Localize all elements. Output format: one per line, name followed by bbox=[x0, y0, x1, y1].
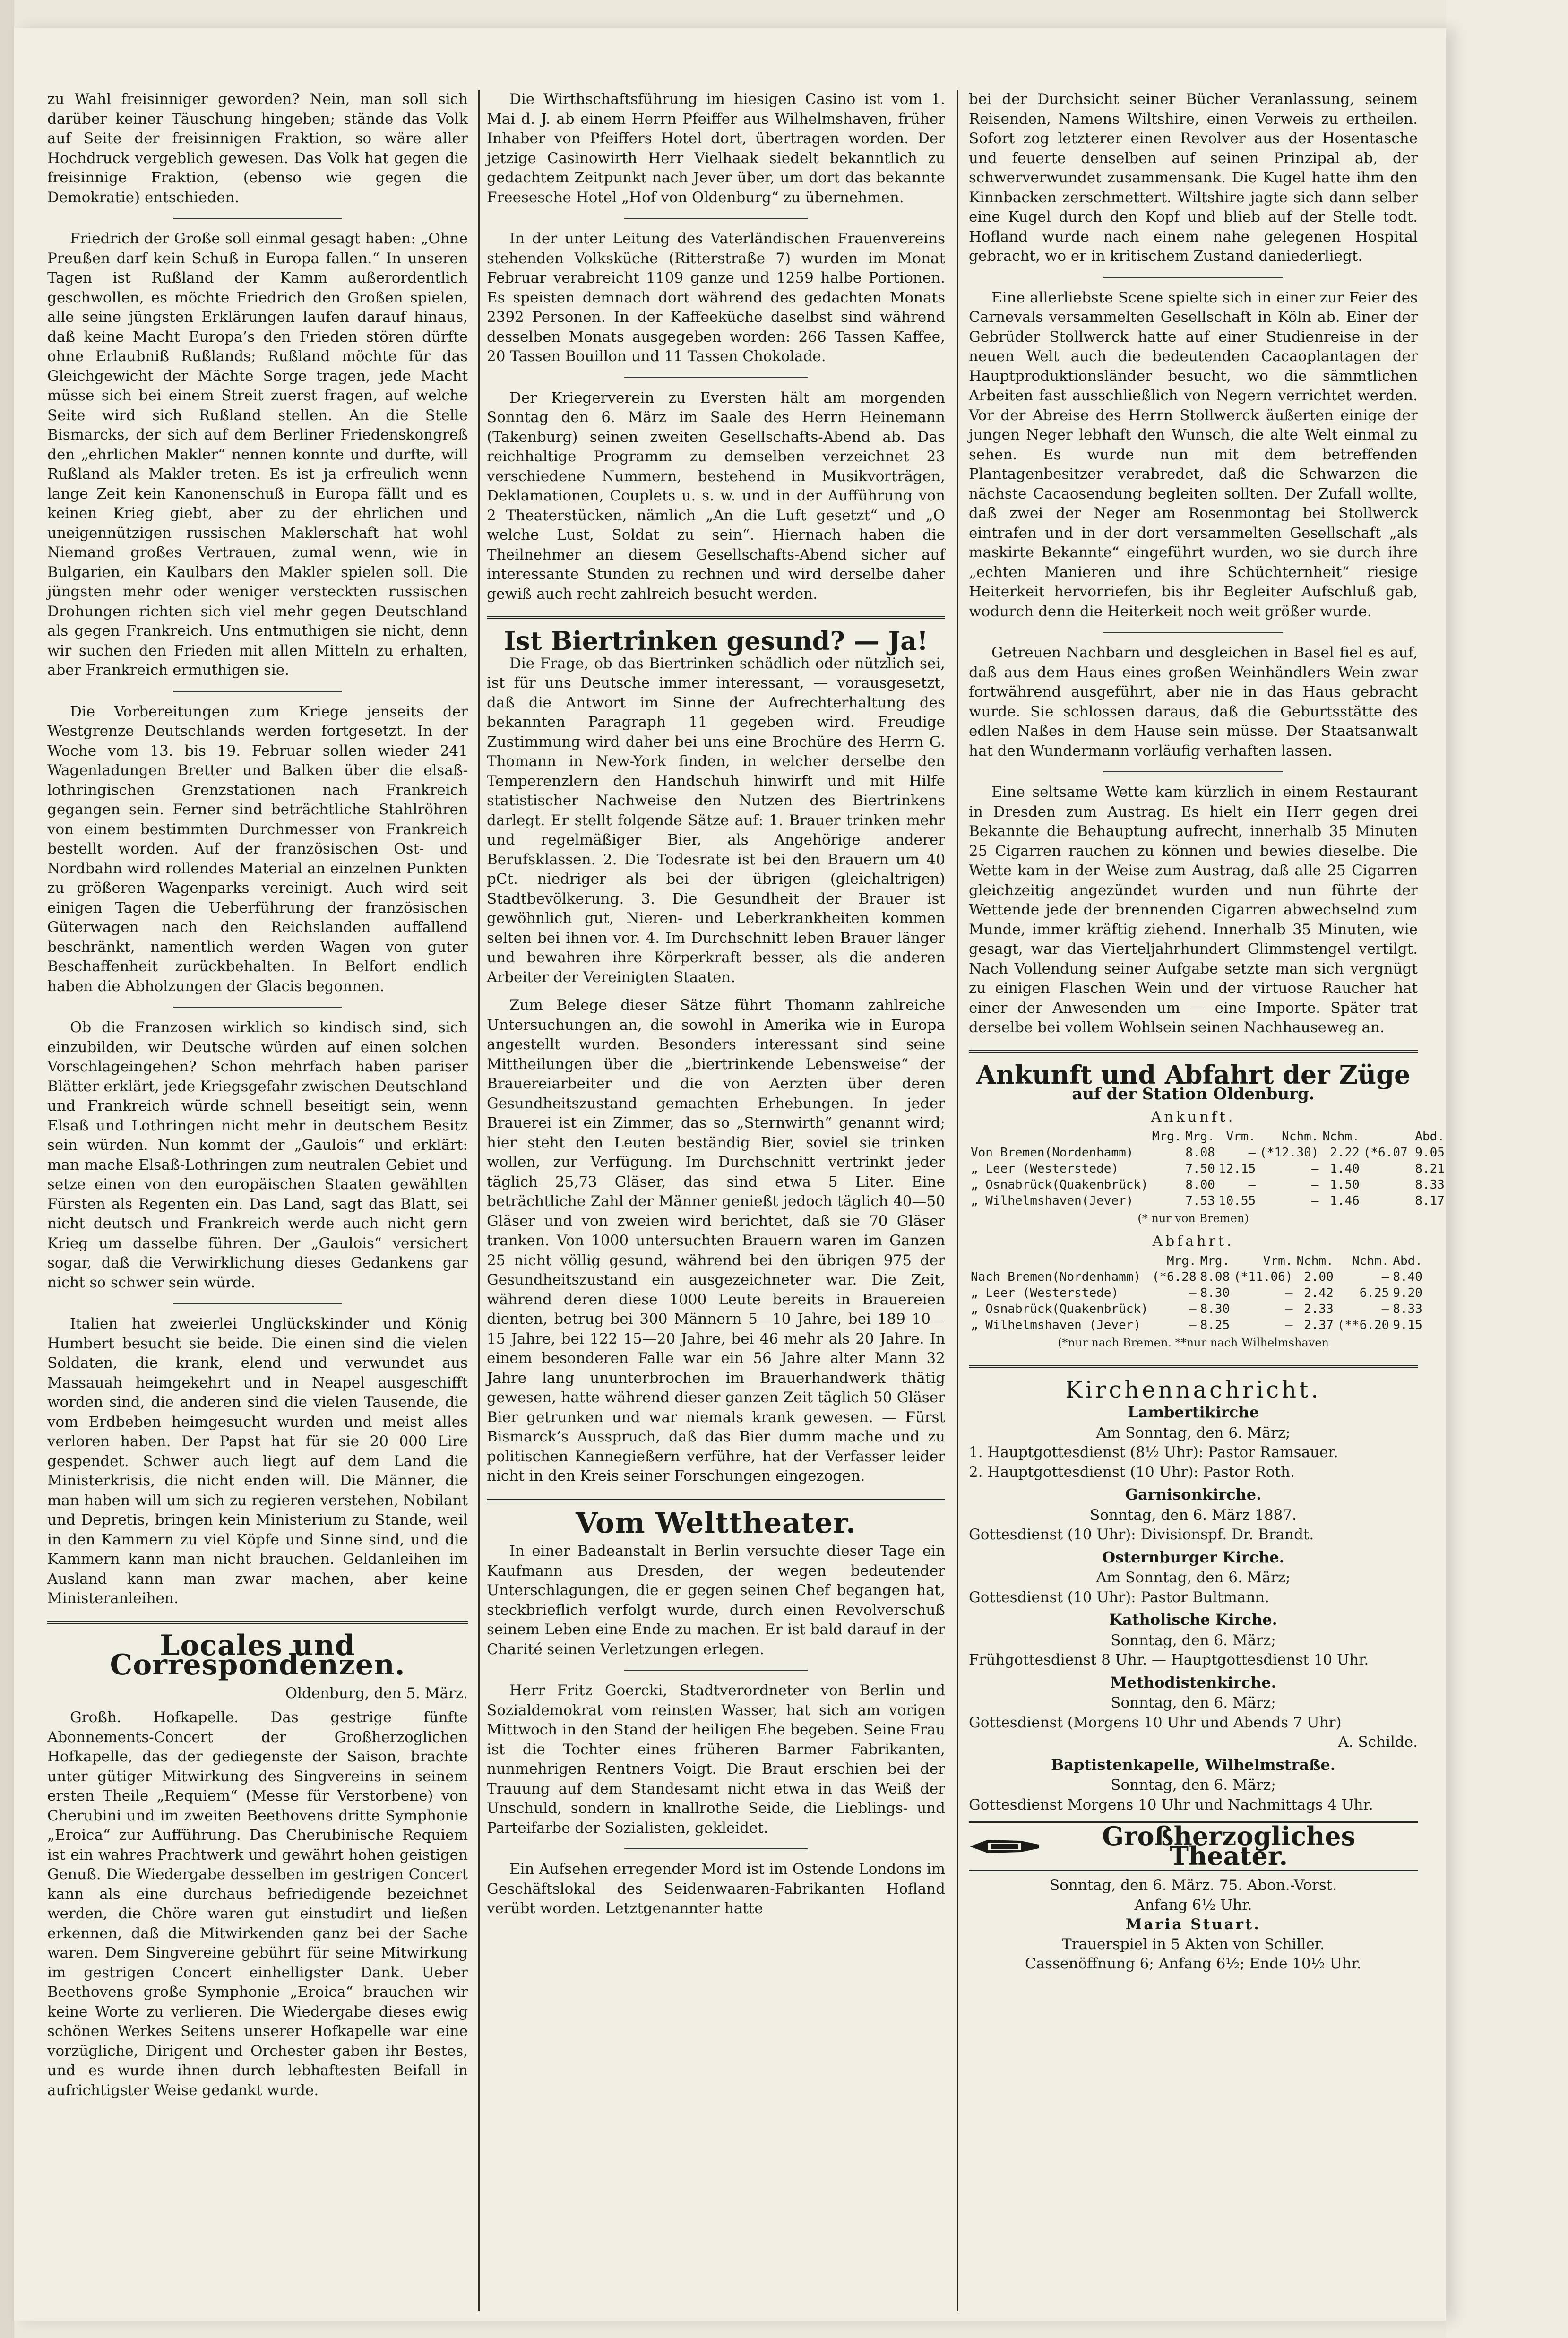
separator bbox=[624, 1670, 808, 1671]
column-3 bbox=[969, 90, 1445, 1974]
section-rule bbox=[969, 1365, 1418, 1368]
article-paragraph: In der unter Leitung des Vaterländischen Frauenvereins stehenden Volksküche (Ritterstraße 7) wurden im Monat Februar verabreicht 1109 ganze und 1259 halbe Portionen. Es speisten demnach dort während des gedachten Monats 2392 Personen. In der Kaffeeküche daselbst sind während desselben Monats ausgegeben worden: 266 Tassen Kaffee, 20 Tassen Bouillon und 11 Tassen Chokolade. bbox=[487, 230, 945, 365]
service-date: Sonntag, den 6. März; bbox=[1111, 1631, 1276, 1649]
station-name: „ Leer (Westerstede) bbox=[971, 1162, 1119, 1176]
column-rule bbox=[478, 90, 480, 2311]
dateline: Oldenburg, den 5. März. bbox=[285, 1684, 468, 1702]
train-time bbox=[1150, 1145, 1184, 1161]
service-line: Frühgottesdienst 8 Uhr. — Hauptgottesdienst 10 Uhr. bbox=[969, 1651, 1369, 1668]
train-time: 1.50 bbox=[1330, 1178, 1360, 1192]
newspaper-page bbox=[14, 28, 1446, 2321]
article-paragraph: Eine allerliebste Scene spielte sich in einer zur Feier des Carnevals versammelten Gesellschaft in Köln ab. Einer der Gebrüder Stollwerck hatte auf einer Studienreise in der neuen Welt auch die bedeutenden Cacaoplantagen der Hauptproduktionsländer besucht, wo die sämmtlichen Arbeiten fast ausschließlich von Negern verrichtet werden. Vor der Abreise des Herrn Stollwerck äußerten einige der jungen Neger lebhaft den Wunsch, die alte Welt einmal zu sehen. Es wurde nun mit dem betreffenden Plantagenbesitzer verabredet, daß die Schwarzen die nächste Cacaosendung begleiten sollten. Der Zufall wollte, daß zwei der Neger am Rosenmontag bei Stollwerck eintrafen und in der dort versammelten Gesellschaft „als maskirte Bekannte“ eingeführt wurden, wo sie durch ihre „echten Manieren und ihre Schüchternheit“ riesige Heiterkeit hervorriefen, bis ihr Begleiter Aufschluß gab, wodurch denn die Heiterkeit noch weit größer wurde. bbox=[969, 289, 1418, 620]
theatre-start: Anfang 6½ Uhr. bbox=[1134, 1896, 1252, 1914]
church-name: Methodistenkirche. bbox=[1110, 1673, 1276, 1691]
train-time: (*12.30) bbox=[1259, 1146, 1319, 1160]
arrivals-label: Ankunft. bbox=[1151, 1108, 1236, 1125]
separator bbox=[173, 691, 342, 692]
train-time: — bbox=[1381, 1302, 1389, 1316]
train-time bbox=[1150, 1161, 1184, 1177]
train-time: 8.30 bbox=[1200, 1286, 1230, 1300]
train-time: 8.08 bbox=[1185, 1146, 1215, 1160]
train-time: — bbox=[1248, 1146, 1256, 1160]
timetable-header-cell: Mrg. bbox=[1185, 1130, 1215, 1144]
timetable-header-cell bbox=[969, 1129, 1150, 1145]
timetable-header-cell: Abd. bbox=[1415, 1130, 1445, 1144]
article-headline: Ist Biertrinken gesund? — Ja! bbox=[504, 626, 928, 656]
column-2 bbox=[487, 90, 945, 1927]
train-time: 2.33 bbox=[1304, 1302, 1334, 1316]
timetable-header-row bbox=[969, 1253, 1424, 1269]
timetable-header-row bbox=[969, 1129, 1447, 1145]
theatre-date: Sonntag, den 6. März. 75. Abon.-Vorst. bbox=[1049, 1877, 1337, 1894]
timetable-header-cell: Vrm. bbox=[1226, 1130, 1256, 1144]
section-heading: Vom Welttheater. bbox=[576, 1506, 856, 1540]
article-paragraph: Die Frage, ob das Biertrinken schädlich oder nützlich sei, ist für uns Deutsche immer interessant, — vorausgesetzt, daß die Antwort im Sinne der Aufrechterhaltung des bekannten Paragraph 11 gegeben wird. Freudige Zustimmung wird daher bei uns eine Brochüre des Herrn G. Thomann in New-York finden, in welcher derselbe den Temperenzlern den Handschuh hinwirft und mit Hilfe statistischer Nachweise den Nutzen des Biertrinkens darlegt. Er stellt folgende Sätze auf: 1. Brauer trinken mehr und regelmäßiger Bier, als Angehörige anderer Berufsklassen. 2. Die Todesrate ist bei den Brauern um 40 pCt. niedriger als bei der übrigen (gleichaltrigen) Stadtbevölkerung. 3. Die Gesundheit der Brauer ist gewöhnlich gut, Nieren- und Leberkrankheiten kommen selten bei ihnen vor. 4. Im Durchschnitt leben Brauer länger und bewahren ihre Körperkraft besser, als die anderen Arbeiter der Vereinigten Staaten. bbox=[487, 655, 945, 986]
article-paragraph: In einer Badeanstalt in Berlin versuchte dieser Tage ein Kaufmann aus Dresden, der wegen bedeutender Unterschlagungen, die er gegen seinen Chef begangen hat, steckbrieflich verfolgt wurde, durch einen Revolverschuß seinem Leben eine Ende zu machen. Er ist bald darauf in der Charité seinen Verletzungen erlegen. bbox=[487, 1543, 945, 1658]
station-name: „ Osnabrück(Quakenbrück) bbox=[971, 1302, 1148, 1316]
article-paragraph: Herr Fritz Goercki, Stadtverordneter von Berlin und Sozialdemokrat vom reinsten Wasser, hat sich am vorigen Mittwoch in den Stand der heiligen Ehe begeben. Seine Frau ist die Tochter eines früheren Barmer Fabrikanten, nunmehrigen Rentners Voigt. Die Braut erschien bei der Trauung auf dem Standesamt nicht etwa in das Weiß der Unschuld, sondern in knallrothe Seide, die Lieblings- und Parteifarbe der Sozialisten, gekleidet. bbox=[487, 1682, 945, 1837]
train-time: (**6.20 bbox=[1337, 1318, 1389, 1332]
separator bbox=[1103, 277, 1283, 278]
timetable-header-cell: Nchm. bbox=[1296, 1254, 1334, 1268]
arrivals-table bbox=[969, 1129, 1447, 1209]
separator bbox=[624, 218, 808, 219]
timetable-subtitle: auf der Station Oldenburg. bbox=[1072, 1085, 1315, 1104]
service-date: Sonntag, den 6. März; bbox=[1111, 1777, 1276, 1794]
theatre-header bbox=[969, 1821, 1418, 1871]
train-time: 1.46 bbox=[1330, 1194, 1360, 1208]
article-paragraph: Eine seltsame Wette kam kürzlich in einem Restaurant in Dresden zum Austrag. Es hielt ein Herr gegen drei Bekannte die Behauptung aufrecht, innerhalb 35 Minuten 25 Cigarren rauchen zu können und bewies dieselbe. Die Wette kam in der Weise zum Austrag, daß alle 25 Cigarren gleichzeitig angezündet wurden und nun führte der Wettende jede der brennenden Cigarren abwechselnd zum Munde, immer kräftig ziehend. Innerhalb 35 Minuten, wie gesagt, war das Vierteljahrhundert Glimmstengel vertilgt. Nach Vollendung seiner Aufgabe setzte man sich vergnügt zu einigen Flaschen Wein und der virtuose Raucher hat einer der Anwesenden um — eine Importe. Später trat derselbe bei vollem Wohlsein seinen Nachhauseweg an. bbox=[969, 784, 1418, 1036]
timetable-row bbox=[969, 1145, 1447, 1161]
timetable-row bbox=[969, 1301, 1424, 1317]
timetable-row bbox=[969, 1285, 1424, 1301]
train-time: 8.30 bbox=[1200, 1302, 1230, 1316]
separator bbox=[624, 377, 808, 378]
section-rule bbox=[47, 1621, 468, 1624]
article-paragraph: Zum Belege dieser Sätze führt Thomann zahlreiche Untersuchungen an, die sowohl in Amerika wie in Europa angestellt wurden. Besonders interessant sind seine Mittheilungen über die „biertrinkende Lebensweise“ der Brauereiarbeiter und die von Aerzten über deren Gesundheitszustand gemachten Erhebungen. In jeder Brauerei ist ein Zimmer, das so „Sternwirth“ genannt wird; hier steht den Leuten beständig Bier, soviel sie trinken wollen, zur Verfügung. Im Durchschnitt vertrinkt jeder täglich 25,73 Gläser, das sind etwa 5 Liter. Eine beträchtliche Zahl der Männer genießt jedoch täglich 40—50 Gläser und von zweien wird berichtet, daß sie 70 Gläser tranken. Von 1000 untersuchten Brauern waren im Ganzen 25 nicht völlig gesund, während bei den übrigen 975 der Gesundheitszustand ein ausgezeichneter war. Die Zeit, während deren diese 1000 Leute bereits in Brauereien dienten, betrug bei 300 Männern 5—10 Jahre, bei 189 10—15 Jahre, bei 122 15—20 Jahre, bei 46 mehr als 20 Jahre. In einem besonderen Falle war ein 56 Jahre alter Mann 32 Jahre lang ununterbrochen im Brauerhandwerk thätig gewesen, hatte während dieser ganzen Zeit täglich 50 Gläser Bier getrunken und war niemals krank gewesen. — Fürst Bismarck’s Ausspruch, daß das Bier dumm mache und zu politischen Kannegießern verführe, hat der Verfasser leider nicht in den Kreis seiner Forschungen eingezogen. bbox=[487, 997, 945, 1484]
service-line: Gottesdienst Morgens 10 Uhr und Nachmittags 4 Uhr. bbox=[969, 1796, 1373, 1813]
service-date: Am Sonntag, den 6. März; bbox=[1096, 1569, 1291, 1586]
train-time bbox=[1150, 1177, 1184, 1193]
train-time: — bbox=[1189, 1302, 1197, 1316]
train-time: 6.25 bbox=[1359, 1286, 1389, 1300]
theatre-play: Maria Stuart. bbox=[1125, 1916, 1261, 1933]
train-time: 7.50 bbox=[1185, 1162, 1215, 1176]
train-time: 8.00 bbox=[1185, 1178, 1215, 1192]
arrivals-note: (* nur von Bremen) bbox=[1137, 1212, 1249, 1225]
section-rule bbox=[969, 1050, 1418, 1053]
departures-note: (*nur nach Bremen. **nur nach Wilhelmshaven bbox=[1058, 1336, 1329, 1349]
service-line: 1. Hauptgottesdienst (8½ Uhr): Pastor Ramsauer. bbox=[969, 1444, 1338, 1461]
theatre-times: Cassenöffnung 6; Anfang 6½; Ende 10½ Uhr. bbox=[1025, 1955, 1362, 1972]
station-name: Von Bremen(Nordenhamm) bbox=[971, 1146, 1134, 1160]
train-time: — bbox=[1248, 1178, 1256, 1192]
train-time: 8.08 bbox=[1200, 1270, 1230, 1284]
train-time: (*6.07 9.05 bbox=[1363, 1146, 1445, 1160]
church-name: Lambertikirche bbox=[1128, 1403, 1259, 1421]
church-notices bbox=[969, 1403, 1418, 1815]
station-name: „ Leer (Westerstede) bbox=[971, 1286, 1119, 1300]
departures-table bbox=[969, 1253, 1424, 1333]
train-time: — bbox=[1285, 1286, 1293, 1300]
train-time: 8.21 bbox=[1415, 1162, 1445, 1176]
timetable-title: Ankunft und Abfahrt der Züge bbox=[976, 1059, 1411, 1090]
train-time: 8.25 bbox=[1200, 1318, 1230, 1332]
train-time: 2.37 bbox=[1304, 1318, 1334, 1332]
service-line: Gottesdienst (10 Uhr): Divisionspf. Dr. Brandt. bbox=[969, 1526, 1314, 1543]
pointing-hand-icon bbox=[969, 1836, 1040, 1857]
train-time: — bbox=[1189, 1286, 1197, 1300]
train-time: 7.53 bbox=[1185, 1194, 1215, 1208]
church-name: Garnisonkirche. bbox=[1125, 1485, 1262, 1503]
article-paragraph: Italien hat zweierlei Unglückskinder und König Humbert besucht sie beide. Die einen sind die vielen Soldaten, die krank, elend und verwundet aus Massauah heimgekehrt und in Neapel ausgeschifft worden sind, die anderen sind die vielen Tausende, die vom Erdbeben heimgesucht wurden und meist alles verloren haben. Der Papst hat für sie 20 000 Lire gespendet. Schwer auch liegt auf dem Land die Ministerkrisis, die nicht enden will. Die Männer, die man haben will um sich zu regieren verstehen, Nobilant und Depretis, bringen kein Ministerium zu Stande, weil in den Kammern zu viel Köpfe und Sinne sind, und die Kammern kann man nicht brauchen. Geldanleihen im Ausland kann man zwar machen, aber keine Ministeranleihen. bbox=[47, 1315, 468, 1607]
page-margin bbox=[1446, 0, 1568, 2338]
article-paragraph: Ob die Franzosen wirklich so kindisch sind, sich einzubilden, wir Deutsche würden auf einen solchen Vorschlageingehen? Schon mehrfach haben pariser Blätter erklärt, jede Kriegsgefahr zwischen Deutschland und Frankreich würde schnell beseitigt sein, wenn Elsaß und Lothringen nicht mehr in deutschem Besitz sein würden. Nun kommt der „Gaulois“ und erklärt: man mache Elsaß-Lothringen zum neutralen Gebiet und setze einen von den europäischen Staaten gewählten Fürsten als Regenten ein. Das Land, sagt das Blatt, sei nicht deutsch und Frankreich werde auch nicht gern Krieg um dasselbe führen. Der „Gaulois“ versichert sogar, daß die Verwirklichung dieses Gedankens gar nicht so schwer sein würde. bbox=[47, 1019, 468, 1291]
church-name: Osternburger Kirche. bbox=[1102, 1548, 1284, 1566]
column-rule bbox=[957, 90, 958, 2311]
train-time: (*11.06) bbox=[1233, 1270, 1293, 1284]
station-name: „ Wilhelmshaven(Jever) bbox=[971, 1194, 1134, 1208]
train-time: — bbox=[1381, 1270, 1389, 1284]
train-time: — bbox=[1285, 1302, 1293, 1316]
timetable-row bbox=[969, 1177, 1447, 1193]
timetable-header-cell: Mrg. bbox=[1152, 1130, 1182, 1144]
train-time: 2.22 bbox=[1330, 1146, 1360, 1160]
article-paragraph: Der Kriegerverein zu Eversten hält am morgenden Sonntag den 6. März im Saale des Herrn Heinemann (Takenburg) seinen zweiten Gesellschafts-Abend ab. Das reichhaltige Programm zu demselben verzeichnet 23 verschiedene Nummern, bestehend in Musikvorträgen, Deklamationen, Couplets u. s. w. und in der Aufführung von 2 Theaterstücken, nämlich „An die Luft gesetzt“ und „O welche Lust, Soldat zu sein“. Hiernach haben die Theilnehmer an diesem Gesellschafts-Abend sicher auf interessante Stunden zu rechnen und wird derselbe daher gewiß auch recht zahlreich besucht werden. bbox=[487, 389, 945, 603]
separator bbox=[173, 218, 342, 219]
train-time: 2.42 bbox=[1304, 1286, 1334, 1300]
separator bbox=[173, 1303, 342, 1304]
church-notices-title: Kirchennachricht. bbox=[1065, 1376, 1321, 1403]
service-date: Sonntag, den 6. März 1887. bbox=[1090, 1506, 1297, 1524]
timetable-header-cell: Nchm. bbox=[1322, 1130, 1360, 1144]
section-rule bbox=[487, 616, 945, 619]
train-time: — bbox=[1311, 1162, 1319, 1176]
service-line: Gottesdienst (Morgens 10 Uhr und Abends 7 Uhr) bbox=[969, 1714, 1342, 1731]
train-time: 12.15 bbox=[1218, 1162, 1256, 1176]
train-time: — bbox=[1285, 1318, 1293, 1332]
train-time: 8.33 bbox=[1393, 1302, 1422, 1316]
separator bbox=[1103, 771, 1283, 772]
article-paragraph: Friedrich der Große soll einmal gesagt haben: „Ohne Preußen darf kein Schuß in Europa fallen.“ In unseren Tagen ist Rußland der Kamm außerordentlich geschwollen, es möchte Friedrich den Großen spielen, alle seine jüngsten Erklärungen laufen darauf hinaus, daß keine Macht Europa’s den Frieden stören dürfte ohne Erlaubniß Rußlands; Rußland möchte für das Gleichgewicht der Mächte Sorge tragen, jede Macht müsse sich bei einem Streit zuerst fragen, auf welche Seite wird sich Rußland stellen. An die Stelle Bismarcks, der sich auf dem Berliner Friedenskongreß den „ehrlichen Makler“ nennen konnte und durfte, will Rußland als Makler treten. Es ist ja erfreulich wenn lange Zeit kein Kanonenschuß in Europa fällt und es keinen Krieg giebt, aber zu der ehrlichen und uneigennützigen russischen Maklerschaft hat wohl Niemand großes Vertrauen, zumal wenn, wie in Bulgarien, ein Kaulbars den Makler spielen soll. Die jüngsten mehr oder weniger versteckten russischen Drohungen richten sich viel mehr gegen Deutschland als gegen Frankreich. Uns entmuthigen sie nicht, denn wir suchen den Frieden mit allen Mitteln zu erhalten, aber Frankreich ermuthigen sie. bbox=[47, 230, 468, 679]
section-heading: Locales und Correspondenzen. bbox=[110, 1629, 405, 1682]
section-rule bbox=[487, 1499, 945, 1501]
timetable-header-cell: Vrm. bbox=[1263, 1254, 1293, 1268]
train-time: (*6.28 bbox=[1152, 1270, 1197, 1284]
timetable-header-cell: Mrg. bbox=[1166, 1254, 1197, 1268]
train-time: — bbox=[1189, 1318, 1197, 1332]
theatre-title: Großherzogliches Theater. bbox=[1102, 1821, 1356, 1871]
article-paragraph: Großh. Hofkapelle. Das gestrige fünfte Abonnements-Concert der Großherzoglichen Hofkapelle, das der gediegenste der Saison, brachte unter gütiger Mitwirkung des Singvereins in seinem ersten Theile „Requiem“ (Messe für Verstorbene) von Cherubini und im zweiten Beethovens dritte Symphonie „Eroica“ zur Aufführung. Das Cherubinische Requiem ist ein wahres Prachtwerk und gewährt hohen geistigen Genuß. Die Wiedergabe desselben im gestrigen Concert kann als eine durchaus befriedigende bezeichnet werden, die Chöre waren gut einstudirt und ließen erkennen, daß die Mitwirkenden ganz bei der Sache waren. Dem Singvereine gebührt für seine Mitwirkung im gestrigen Concert einhelligster Dank. Ueber Beethovens große Symphonie „Eroica“ brauchen wir keine Worte zu verlieren. Die Wiedergabe dieses ewig schönen Werkes Seitens unserer Hofkapelle war eine vorzügliche, Dirigent und Orchester gaben ihr Bestes, und es wurde ihnen durch lebhaftesten Beifall in aufrichtigster Weise gedankt wurde. bbox=[47, 1709, 468, 2099]
article-paragraph: Ein Aufsehen erregender Mord ist im Ostende Londons im Geschäftslokal des Seidenwaaren-Fabrikanten Hofland verübt worden. Letztgenannter hatte bbox=[487, 1861, 945, 1917]
service-date: Am Sonntag, den 6. März; bbox=[1096, 1424, 1291, 1441]
train-time: 8.40 bbox=[1393, 1270, 1422, 1284]
station-name: „ Wilhelmshaven (Jever) bbox=[971, 1318, 1141, 1332]
service-date: Sonntag, den 6. März; bbox=[1111, 1694, 1276, 1711]
theatre-genre: Trauerspiel in 5 Akten von Schiller. bbox=[1062, 1935, 1325, 1953]
church-name: Katholische Kirche. bbox=[1109, 1611, 1277, 1629]
preacher-name: A. Schilde. bbox=[1338, 1734, 1418, 1751]
article-paragraph: bei der Durchsicht seiner Bücher Veranlassung, seinem Reisenden, Namens Wiltshire, einen Verweis zu ertheilen. Sofort zog letzterer einen Revolver aus der Hosentasche und feuerte denselben auf seinen Prinzipal ab, der schwerverwundet zusammensank. Die Kugel hatte ihm den Kinnbacken zerschmettert. Wiltshire jagte sich dann selber eine Kugel durch den Kopf und blieb auf der Stelle todt. Hofland wurde nach einem nahe gelegenen Hospital gebracht, wo er in kritischem Zustand daniederliegt. bbox=[969, 91, 1418, 265]
timetable-row bbox=[969, 1317, 1424, 1333]
train-time: 9.20 bbox=[1393, 1286, 1422, 1300]
service-line: Gottesdienst (10 Uhr): Pastor Bultmann. bbox=[969, 1588, 1270, 1606]
station-name: Nach Bremen(Nordenhamm) bbox=[971, 1270, 1141, 1284]
separator bbox=[173, 1007, 342, 1008]
timetable-row bbox=[969, 1269, 1424, 1285]
article-paragraph: zu Wahl freisinniger geworden? Nein, man soll sich darüber keiner Täuschung hingeben; stände das Volk auf Seite der freisinnigen Fraktion, so wäre aller Hochdruck vergeblich gewesen. Das Volk hat gegen die freisinnige Fraktion, (ebenso wie gegen die Demokratie) entschieden. bbox=[47, 91, 468, 206]
timetable-header-cell: Nchm. bbox=[1282, 1130, 1319, 1144]
article-paragraph: Die Vorbereitungen zum Kriege jenseits der Westgrenze Deutschlands werden fortgesetzt. In der Woche vom 13. bis 19. Februar sollen wieder 241 Wagenladungen Bretter und Balken über die elsaß-lothringischen Grenzstationen nach Frankreich gegangen sein. Ferner sind beträchtliche Stahlröhren von einem bestimmten Durchmesser von Frankreich bestellt worden. Auf der französischen Ost- und Nordbahn wird rollendes Material an einzelnen Punkten zu größeren Wagenparks vereinigt. Auch wird seit einigen Tagen die Ueberführung der französischen Güterwagen nach den Reichslanden auffallend beschränkt, namentlich werden Wagen von guter Beschaffenheit zurückbehalten. In Belfort endlich haben die Abholzungen der Glacis begonnen. bbox=[47, 703, 468, 995]
train-time: — bbox=[1311, 1178, 1319, 1192]
separator bbox=[624, 1848, 808, 1849]
train-time: 8.33 bbox=[1415, 1178, 1445, 1192]
train-time: — bbox=[1311, 1194, 1319, 1208]
train-time: 2.00 bbox=[1304, 1270, 1334, 1284]
timetable-row bbox=[969, 1193, 1447, 1209]
timetable-header-cell: Nchm. bbox=[1352, 1254, 1389, 1268]
timetable-header-cell: Abd. bbox=[1393, 1254, 1422, 1268]
departures-label: Abfahrt. bbox=[1152, 1233, 1234, 1250]
timetable-header-cell: Mrg. bbox=[1200, 1254, 1230, 1268]
train-time: 9.15 bbox=[1393, 1318, 1422, 1332]
separator bbox=[1103, 632, 1283, 633]
service-line: 2. Hauptgottesdienst (10 Uhr): Pastor Roth. bbox=[969, 1463, 1295, 1481]
train-time: 10.55 bbox=[1218, 1194, 1256, 1208]
timetable-header-cell bbox=[969, 1253, 1150, 1269]
page-left-edge bbox=[0, 0, 14, 2338]
timetable-row bbox=[969, 1161, 1447, 1177]
train-time bbox=[1150, 1193, 1184, 1209]
train-time: 8.17 bbox=[1415, 1194, 1445, 1208]
station-name: „ Osnabrück(Quakenbrück) bbox=[971, 1178, 1148, 1192]
train-time: 1.40 bbox=[1330, 1162, 1360, 1176]
church-name: Baptistenkapelle, Wilhelmstraße. bbox=[1051, 1755, 1335, 1774]
article-paragraph: Getreuen Nachbarn und desgleichen in Basel fiel es auf, daß aus dem Haus eines großen Weinhändlers Wein zwar fortwährend ausgeführt, aber nie in das Haus gebracht wurde. Sie schlossen daraus, daß die Geburtsstätte des edlen Naßes in dem Hause sein müsse. Der Staatsanwalt hat den Wundermann vorläufig verhaften lassen. bbox=[969, 644, 1418, 759]
article-paragraph: Die Wirthschaftsführung im hiesigen Casino ist vom 1. Mai d. J. ab einem Herrn Pfeiffer aus Wilhelmshaven, früher Inhaber von Pfeiffers Hotel dort, übertragen worden. Der jetzige Casinowirth Herr Vielhaak siedelt bekanntlich zu gedachtem Zeitpunkt nach Jever über, um dort das bekannte Freesesche Hotel „Hof von Oldenburg“ zu übernehmen. bbox=[487, 91, 945, 206]
column-1 bbox=[47, 90, 468, 2109]
